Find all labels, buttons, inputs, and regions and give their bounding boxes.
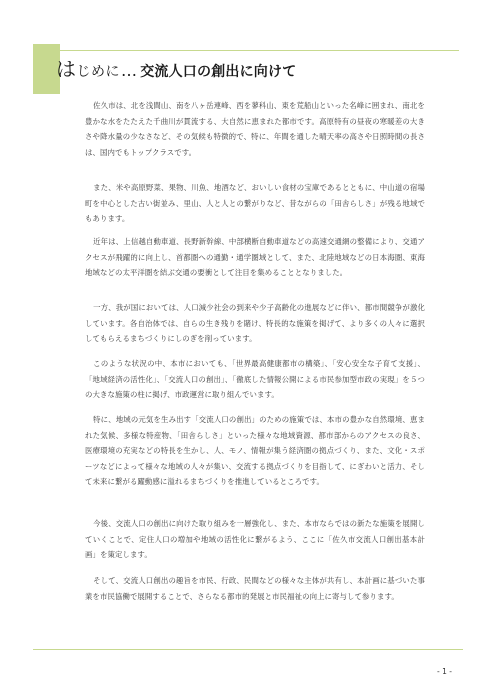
paragraph-policy-pillars: このような状況の中、本市においても、「世界最高健康都市の構築」、「安心安全な子育て支援」、「地域経済の活性化」、「交流人口の創出」、「徹底した情報公開による市民参加型市政の実現」を５つの大きな施策の柱に掲げ、市政運営に取り組んでいます。 xyxy=(85,359,425,399)
paragraph-transport: 近年は、上信越自動車道、長野新幹線、中部横断自動車道などの高速交通網の整備により、交通アクセスが飛躍的に向上し、首都圏への通勤・通学圏域として、また、北陸地域などの日本海圏、東海地域などの太平洋圏を結ぶ交通の要衝として注目を集めることとなりました。 xyxy=(85,237,425,277)
title-main: 交流人口の創出に向けて xyxy=(140,64,297,80)
title-intro-big: は xyxy=(56,57,77,81)
paragraph-exchange-policy: 特に、地域の元気を生み出す「交流人口の創出」のための施策では、本市の豊かな自然環境、恵まれた気候、多様な特産物、「田舎らしさ」といった様々な地域資源、都市部からのアクセスの良さ、医療環境の充実などの特長を生かし、人、モノ、情報が集う経済圏の拠点づくり、また、文化・スポーツなどによって様々な地域の人々が集い、交流する拠点づくりを目指して、にぎわいと活力、そして未来に繋がる躍動感に溢れるまちづくりを推進しているところです。 xyxy=(85,415,425,486)
chapter-header xyxy=(33,44,459,94)
paragraph-geography: 佐久市は、北を浅間山、南を八ヶ岳連峰、西を蓼科山、東を荒船山といった名峰に囲まれ、南北を豊かな水をたたえた千曲川が貫流する、大自然に恵まれた都市です。高原特有の昼夜の寒暖差の大きさや降水量の少なさなど、その気候も特徴的で、特に、年間を通した晴天率の高さや日照時間の長さは、国内でもトップクラスです。 xyxy=(85,101,425,157)
title-dots: … xyxy=(121,61,138,80)
header-rule xyxy=(60,50,459,51)
title-intro-small: じめに xyxy=(76,64,120,80)
paragraph-competition: 一方、我が国においては、人口減少社会の到来や少子高齢化の進展などに伴い、都市間競争が激化しています。各自治体では、自らの生き残りを賭け、特長的な施策を掲げて、より多くの人々に選択してもらえるまちづくりにしのぎを削っています。 xyxy=(85,303,425,343)
paragraph-closing: そして、交流人口創出の趣旨を市民、行政、民間などの様々な主体が共有し、本計画に基づいた事業を市民協働で展開することで、さらなる都市的発展と市民福祉の向上に寄与して参ります。 xyxy=(85,576,425,601)
paragraph-food-culture: また、米や高原野菜、果物、川魚、地酒など、おいしい食材の宝庫であるとともに、中山道の宿場町を中心とした古い街並み、里山、人と人との繋がりなど、昔ながらの「田舎らしさ」が残る地域でもあります。 xyxy=(85,183,425,223)
footer-rule xyxy=(33,649,463,650)
page-number: - 1 - xyxy=(437,667,452,676)
page-title xyxy=(56,58,296,83)
paragraph-plan-adoption: 今後、交流人口の創出に向けた取り組みを一層強化し、また、本市ならではの新たな施策を展開していくことで、定住人口の増加や地域の活性化に繋がるよう、ここに「佐久市交流人口創出基本計画」を策定します。 xyxy=(85,519,425,559)
